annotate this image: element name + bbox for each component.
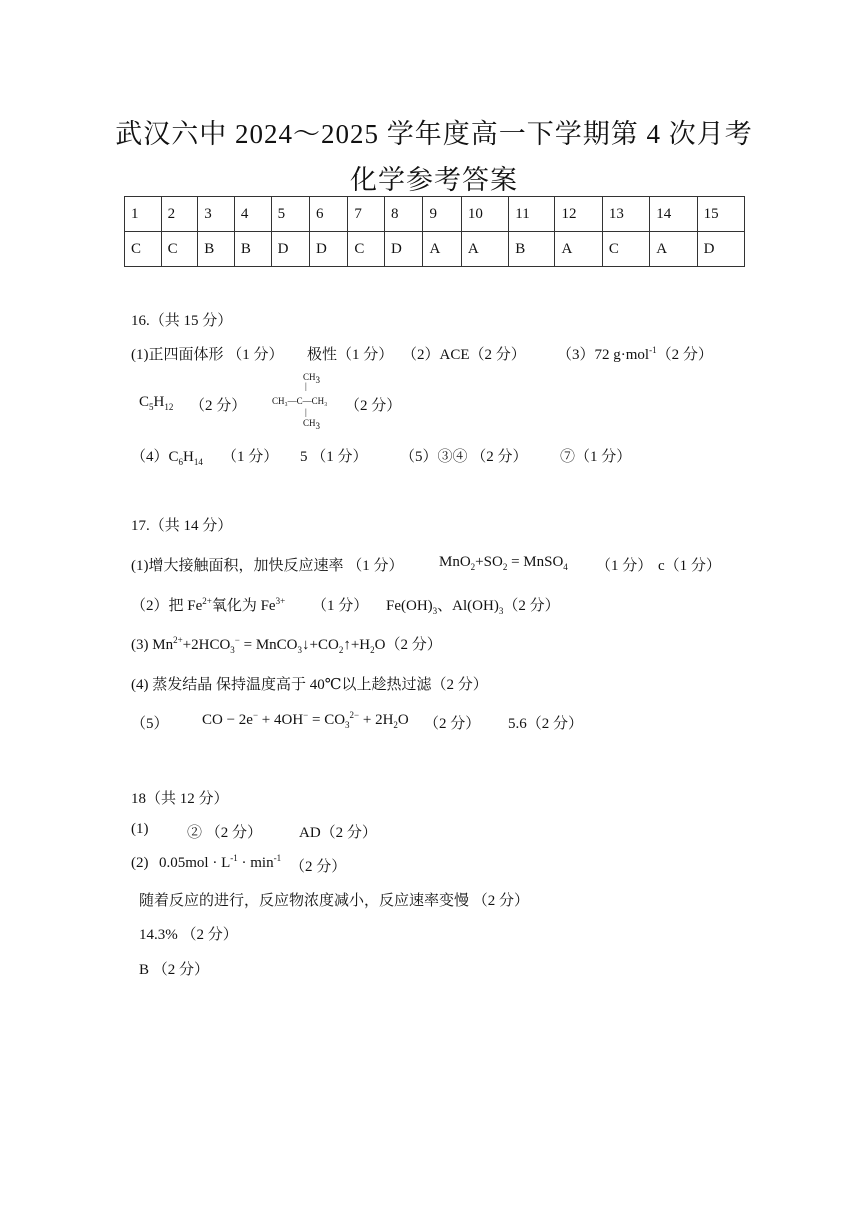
eq5-sup: −	[252, 710, 259, 720]
precip-text: 、Al(OH)	[437, 598, 499, 614]
answer-cell: B	[509, 232, 555, 267]
struct-top-sub: 3	[315, 374, 321, 385]
q16-part4-h: H	[183, 449, 194, 465]
question-number-cell: 3	[198, 197, 235, 232]
eq3-sub: 2	[338, 645, 344, 655]
eq5-text: CO − 2e	[202, 712, 253, 728]
question-number-cell: 11	[509, 197, 555, 232]
answer-cell: A	[650, 232, 697, 267]
answer-cell: B	[198, 232, 235, 267]
answer-cell: C	[602, 232, 649, 267]
q16-part1-polarity: 极性（1 分）	[307, 347, 394, 363]
eq3-text: ↑+H	[343, 637, 371, 653]
q16-part5: （5）③④ （2 分）	[400, 449, 528, 465]
q17-part1-equation	[439, 554, 568, 571]
q16-part3	[557, 343, 713, 364]
q17-part2-text: （2）把 Fe	[131, 598, 203, 614]
answer-cell: C	[161, 232, 198, 267]
question-number-cell: 2	[161, 197, 198, 232]
rate-text: 0.05mol · L	[159, 855, 231, 871]
ion-charge: 2+	[202, 596, 212, 606]
question-number-cell: 9	[423, 197, 461, 232]
q18-part2-choice: B （2 分）	[139, 962, 210, 978]
answer-cell: A	[423, 232, 461, 267]
page-subtitle: 化学参考答案	[350, 165, 518, 195]
answer-cell: C	[348, 232, 385, 267]
q17-part1-choice: c（1 分）	[658, 558, 721, 574]
q16-part1-shape: (1)正四面体形 （1 分）	[131, 347, 284, 363]
struct-bottom-sub: 3	[315, 420, 321, 431]
q16-part5-extra: ⑦（1 分）	[560, 449, 632, 465]
struct-middle: CH₃—C—CH₃	[272, 396, 328, 406]
q16-part3-score: （2 分）	[656, 347, 713, 363]
question-number-cell: 14	[650, 197, 697, 232]
eq5-sub: 2	[393, 720, 398, 730]
ion-charge: 3+	[275, 596, 286, 606]
q17-part2-precipitates	[386, 594, 560, 615]
eq3-sup: 2+	[173, 635, 183, 645]
q16-part2: （2）ACE（2 分）	[402, 347, 526, 363]
q16-line1	[131, 343, 284, 364]
q17-part1-eq-score: （1 分）	[596, 558, 653, 574]
answer-cell: D	[385, 232, 423, 267]
eq5-sub: 3	[345, 720, 350, 730]
q16-formula-score: （2 分）	[190, 398, 247, 414]
eq5-text: = CO	[308, 712, 346, 728]
q17-part5-score: （2 分）	[424, 716, 481, 732]
eq-text: +SO	[475, 554, 503, 570]
q18-part2-label: (2)	[131, 855, 149, 871]
question-number-cell: 13	[602, 197, 649, 232]
q17-part2-score: （1 分）	[312, 598, 369, 614]
eq5-sup: 2−	[349, 710, 360, 720]
q17-part5-volume: 5.6（2 分）	[508, 716, 584, 732]
eq5-sup: −	[303, 710, 309, 720]
q16-header: 16.（共 15 分）	[131, 313, 233, 329]
struct-bottom-text: CH	[303, 418, 316, 428]
eq-text: MnO	[439, 554, 471, 570]
precip-sub: 3	[432, 606, 438, 616]
eq-sub: 2	[502, 562, 508, 572]
q16-part4-pre: （4）C	[131, 449, 179, 465]
struct-bond-bottom: |	[305, 407, 307, 417]
question-number-cell: 12	[555, 197, 602, 232]
answer-cell: D	[271, 232, 309, 267]
question-number-cell: 10	[461, 197, 508, 232]
eq3-text: O（2 分）	[374, 637, 442, 653]
answer-cell: B	[234, 232, 271, 267]
struct-bond-top: |	[305, 381, 307, 391]
answer-cell: C	[125, 232, 162, 267]
answer-cell: A	[461, 232, 508, 267]
q16-part3-sup: -1	[649, 345, 657, 355]
q16-part3-value: （3）72 g·mol	[557, 347, 650, 363]
eq3-text: +2HCO	[182, 637, 231, 653]
eq3-sub: 3	[297, 645, 303, 655]
question-number-cell: 4	[234, 197, 271, 232]
rate-sup: -1	[273, 853, 282, 863]
question-number-cell: 5	[271, 197, 309, 232]
q17-part2	[131, 594, 285, 615]
q17-part4: (4) 蒸发结晶 保持温度高于 40℃以上趁热过滤（2 分）	[131, 677, 488, 693]
precip-text: Fe(OH)	[386, 598, 433, 614]
page-title: 武汉六中 2024～2025 学年度高一下学期第 4 次月考	[115, 119, 753, 149]
eq3-sup: −	[234, 635, 240, 645]
formula-h: H	[153, 394, 165, 410]
answer-table-answer-row	[125, 232, 745, 267]
q17-part3	[131, 633, 442, 654]
rate-sup: -1	[230, 853, 238, 863]
question-number-cell: 6	[309, 197, 347, 232]
q18-part2-explanation: 随着反应的进行，反应物浓度减小，反应速率变慢 （2 分）	[139, 893, 530, 909]
formula-sub: 12	[164, 402, 174, 412]
q16-struct-score: （2 分）	[345, 398, 402, 414]
question-number-cell: 7	[348, 197, 385, 232]
eq5-text: + 2H	[359, 712, 394, 728]
rate-text: · min	[237, 855, 274, 871]
q18-part2-percentage: 14.3% （2 分）	[139, 927, 238, 943]
q18-part2-score: （2 分）	[290, 859, 347, 875]
eq5-text: + 4OH	[258, 712, 304, 728]
answer-table-number-row	[125, 197, 745, 232]
eq-text: = MnSO	[507, 554, 564, 570]
question-number-cell: 1	[125, 197, 162, 232]
q17-part2-text: 氧化为 Fe	[211, 598, 276, 614]
q17-part5-equation	[202, 712, 409, 729]
question-number-cell: 8	[385, 197, 423, 232]
formula-sub: 5	[149, 402, 154, 412]
eq3-text: = MnCO	[239, 637, 298, 653]
formula-c: C	[139, 394, 150, 410]
q18-part1-answer: AD（2 分）	[299, 825, 377, 841]
answer-cell: D	[309, 232, 347, 267]
precip-score: （2 分）	[503, 598, 560, 614]
q16-part4-sub: 14	[193, 457, 203, 467]
eq-sub: 2	[470, 562, 476, 572]
question-number-cell: 15	[697, 197, 744, 232]
struct-top-text: CH	[303, 372, 316, 382]
answer-table	[124, 196, 745, 267]
eq-sub: 4	[563, 562, 568, 572]
q16-part4-sub: 6	[178, 457, 184, 467]
q18-part1-label: (1)	[131, 821, 149, 837]
eq3-sub: 3	[230, 645, 235, 655]
q17-part1: (1)增大接触面积，加快反应速率 （1 分）	[131, 558, 404, 574]
answer-cell: A	[555, 232, 602, 267]
eq3-text: ↓+CO	[302, 637, 339, 653]
q17-part5-label: （5）	[131, 716, 169, 732]
eq3-sub: 2	[370, 645, 375, 655]
q18-part1-choice: ② （2 分）	[187, 825, 263, 841]
precip-sub: 3	[498, 606, 504, 616]
eq5-text: O	[397, 712, 409, 728]
q18-header: 18（共 12 分）	[131, 791, 229, 807]
q16-part4	[131, 445, 203, 466]
q17-header: 17.（共 14 分）	[131, 518, 233, 534]
q16-formula	[139, 394, 173, 411]
eq3-text: (3) Mn	[131, 637, 174, 653]
struct-bottom	[303, 418, 321, 431]
q16-part4-count: 5 （1 分）	[300, 449, 368, 465]
answer-cell: D	[697, 232, 744, 267]
q16-part4-score: （1 分）	[222, 449, 279, 465]
q18-part2-rate	[159, 855, 281, 872]
